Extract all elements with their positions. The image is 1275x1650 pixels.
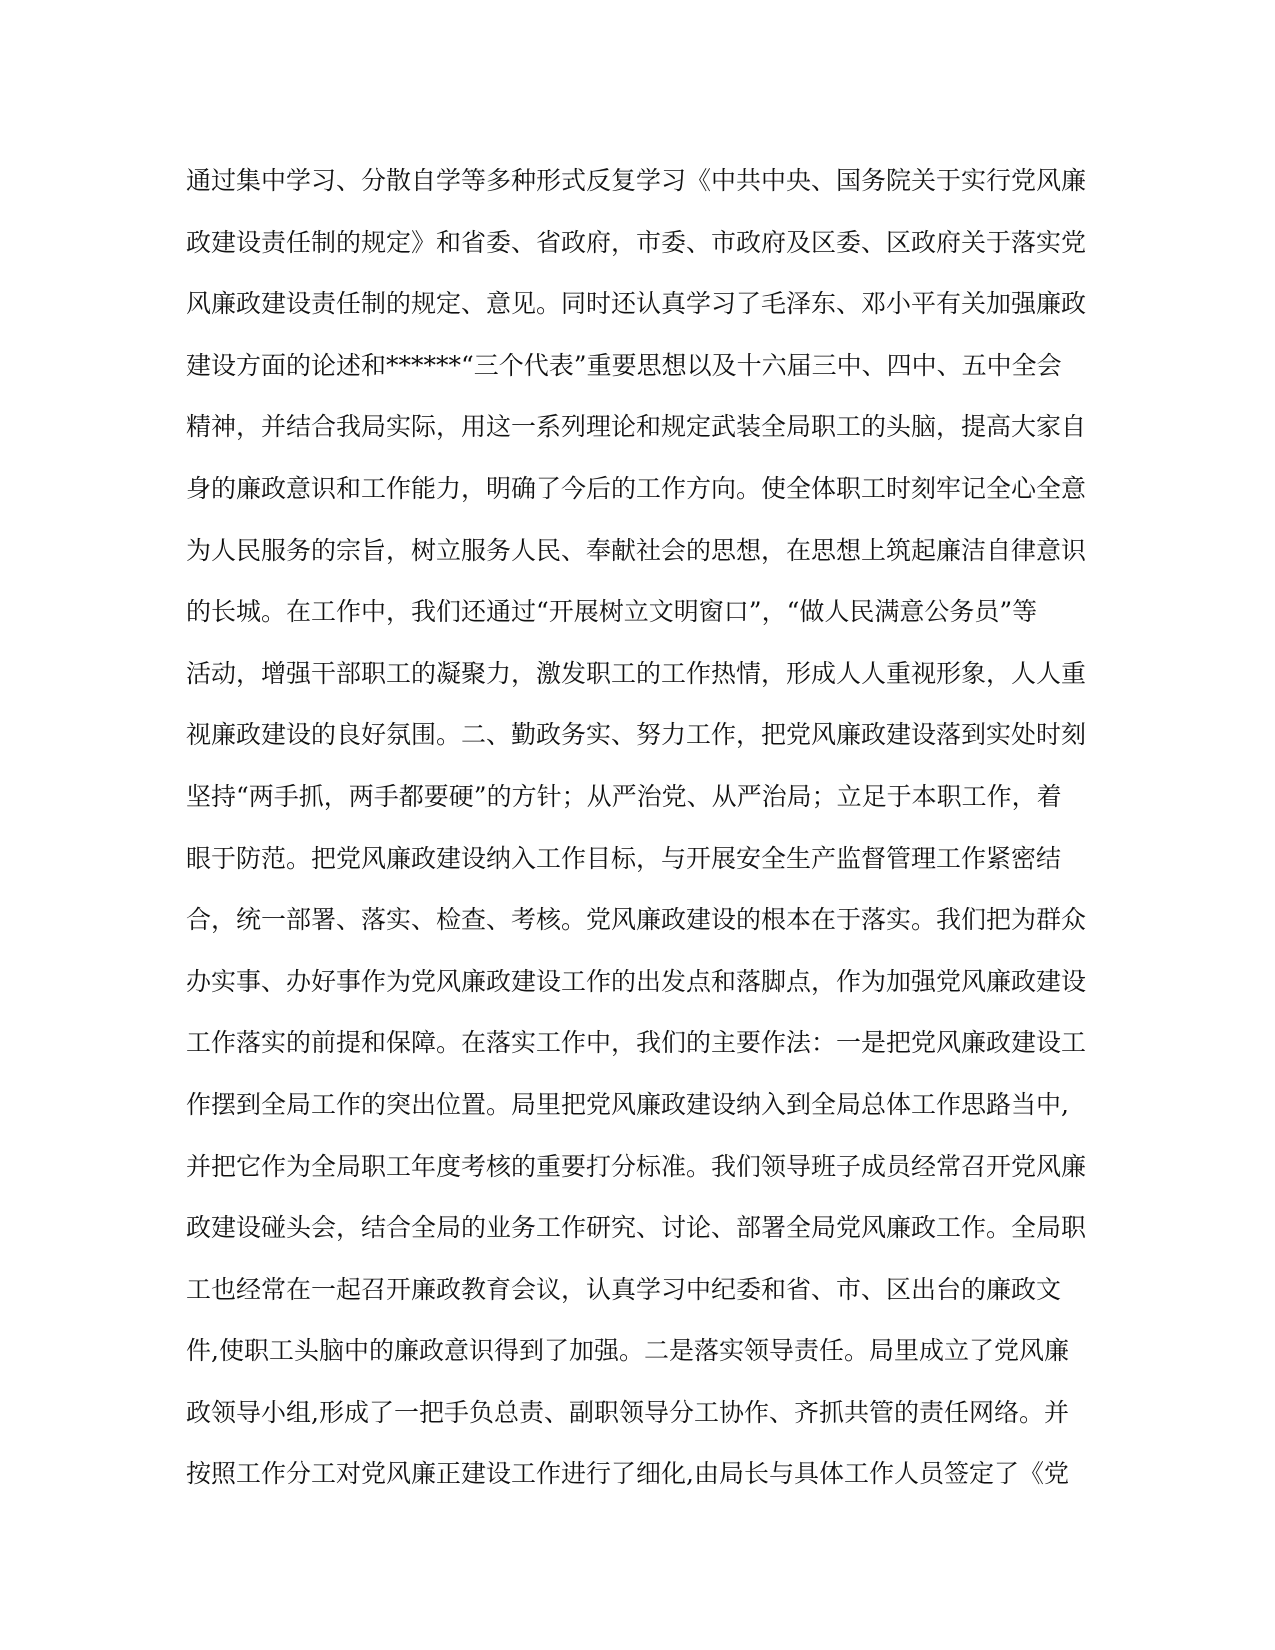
text-line: 件,使职工头脑中的廉政意识得到了加强。二是落实领导责任。局里成立了党风廉 [186,1336,1069,1366]
text-line: 活动，增强干部职工的凝聚力，激发职工的工作热情，形成人人重视形象，人人重 [186,658,1087,688]
text-line: 政建设碰头会，结合全局的业务工作研究、讨论、部署全局党风廉政工作。全局职 [186,1213,1087,1243]
text-line: 按照工作分工对党风廉正建设工作进行了细化,由局长与具体工作人员签定了《党 [186,1459,1069,1489]
text-line: 为人民服务的宗旨，树立服务人民、奉献社会的思想，在思想上筑起廉洁自律意识 [186,535,1087,565]
text-line: 工作落实的前提和保障。在落实工作中，我们的主要作法：一是把党风廉政建设工 [186,1028,1087,1058]
text-line: 眼于防范。把党风廉政建设纳入工作目标，与开展安全生产监督管理工作紧密结 [186,843,1062,873]
text-line: 建设方面的论述和******“三个代表”重要思想以及十六届三中、四中、五中全会 [186,350,1062,380]
text-line: 办实事、办好事作为党风廉政建设工作的出发点和落脚点，作为加强党风廉政建设 [186,966,1087,996]
text-line: 并把它作为全局职工年度考核的重要打分标准。我们领导班子成员经常召开党风廉 [186,1151,1087,1181]
text-line: 通过集中学习、分散自学等多种形式反复学习《中共中央、国务院关于实行党风廉 [186,166,1087,195]
text-line: 风廉政建设责任制的规定、意见。同时还认真学习了毛泽东、邓小平有关加强廉政 [186,289,1087,319]
text-line: 工也经常在一起召开廉政教育会议，认真学习中纪委和省、市、区出台的廉政文 [186,1274,1062,1304]
text-line: 政领导小组,形成了一把手负总责、副职领导分工协作、齐抓共管的责任网络。并 [186,1397,1069,1427]
text-line: 精神，并结合我局实际，用这一系列理论和规定武装全局职工的头脑，提高大家自 [186,412,1087,442]
text-line: 的长城。在工作中，我们还通过“开展树立文明窗口”，“做人民满意公务员”等 [186,597,1038,627]
text-line: 身的廉政意识和工作能力，明确了今后的工作方向。使全体职工时刻牢记全心全意 [186,473,1087,503]
text-line: 政建设责任制的规定》和省委、省政府，市委、市政府及区委、区政府关于落实党 [186,227,1087,257]
text-line: 视廉政建设的良好氛围。二、勤政务实、努力工作，把党风廉政建设落到实处时刻 [186,720,1087,750]
body-text [186,150,1096,1505]
text-line: 合，统一部署、落实、检查、考核。党风廉政建设的根本在于落实。我们把为群众 [186,905,1087,935]
text-line: 作摆到全局工作的突出位置。局里把党风廉政建设纳入到全局总体工作思路当中, [186,1089,1069,1119]
text-line: 坚持“两手抓，两手都要硬”的方针；从严治党、从严治局；立足于本职工作，着 [186,781,1062,811]
